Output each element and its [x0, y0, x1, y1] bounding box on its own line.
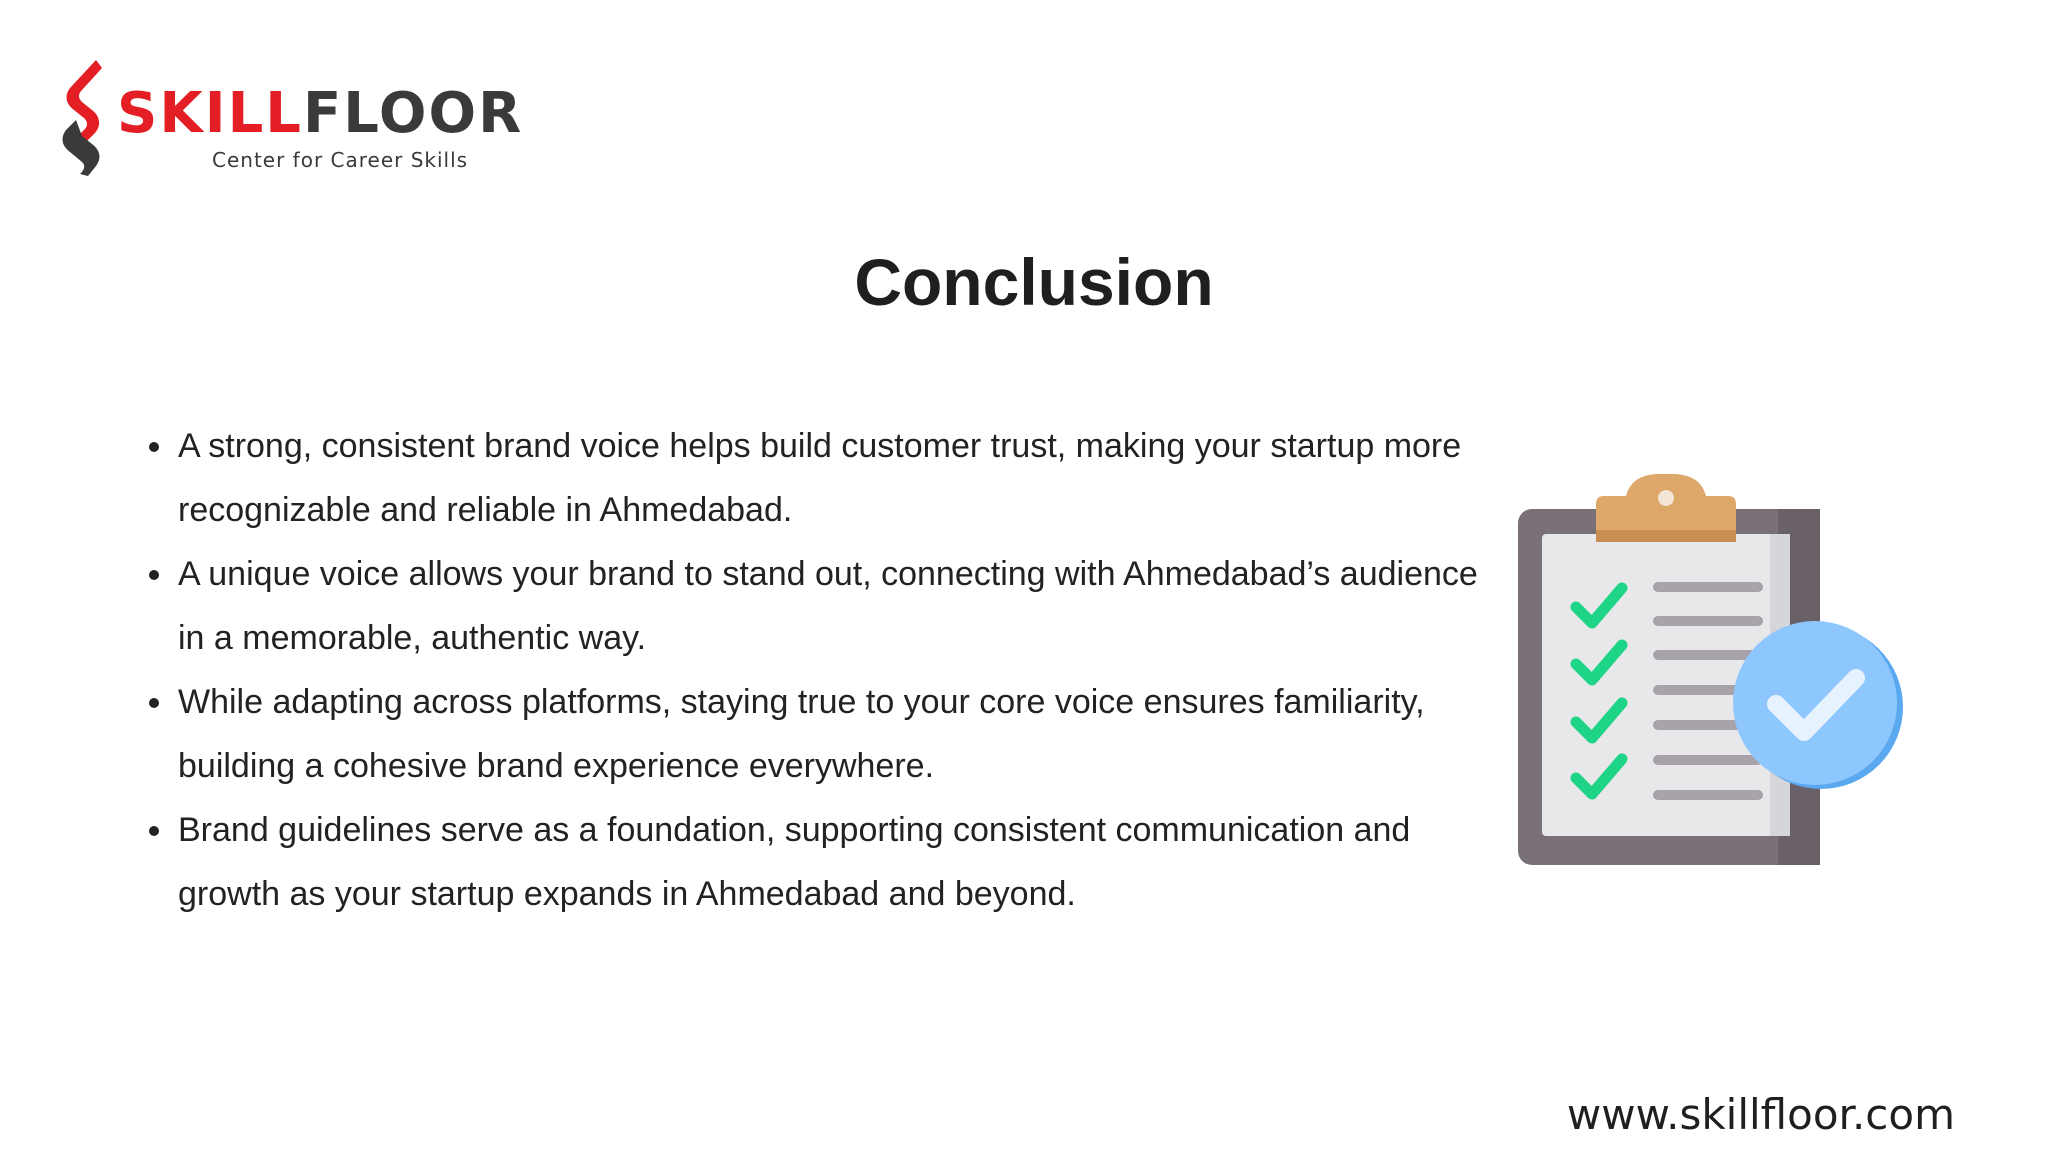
- clipboard-clip-hole: [1658, 490, 1674, 506]
- bullet-dot-icon: [149, 826, 159, 836]
- logo-wordmark-red: SKILL: [117, 81, 303, 146]
- bullet-list: [145, 414, 1485, 926]
- bullet-text: A unique voice allows your brand to stand out, connecting with Ahmedabad’s audience in a memorable, authentic way.: [178, 555, 1478, 657]
- bullet-text: Brand guidelines serve as a foundation, supporting consistent communication and growth as your startup expands in Ahmedabad and beyond.: [178, 811, 1411, 913]
- bullet-item: [145, 798, 1485, 926]
- logo-wordmark-dark: FLOOR: [302, 81, 524, 146]
- bullet-text: While adapting across platforms, staying true to your core voice ensures familiarity, building a cohesive brand experience everywhere.: [178, 683, 1425, 785]
- clipboard-clip-shade: [1596, 530, 1736, 542]
- clipboard-checklist-icon: [1518, 474, 1904, 866]
- skillfloor-logo: [62, 58, 524, 178]
- bullet-dot-icon: [149, 698, 159, 708]
- bullet-dot-icon: [149, 570, 159, 580]
- bullet-text: A strong, consistent brand voice helps build customer trust, making your startup more recognizable and reliable in Ahmedabad.: [178, 427, 1462, 529]
- bullet-item: [145, 542, 1485, 670]
- skillfloor-logo-mark-icon: [62, 58, 110, 176]
- slide-title: Conclusion: [854, 245, 1214, 319]
- bullet-item: [145, 670, 1485, 798]
- logo-wordmark: [117, 81, 524, 146]
- website-url: www.skillfloor.com: [1566, 1090, 1955, 1139]
- bullet-dot-icon: [149, 442, 159, 452]
- bullet-item: [145, 414, 1485, 542]
- logo-tagline: Center for Career Skills: [212, 148, 469, 172]
